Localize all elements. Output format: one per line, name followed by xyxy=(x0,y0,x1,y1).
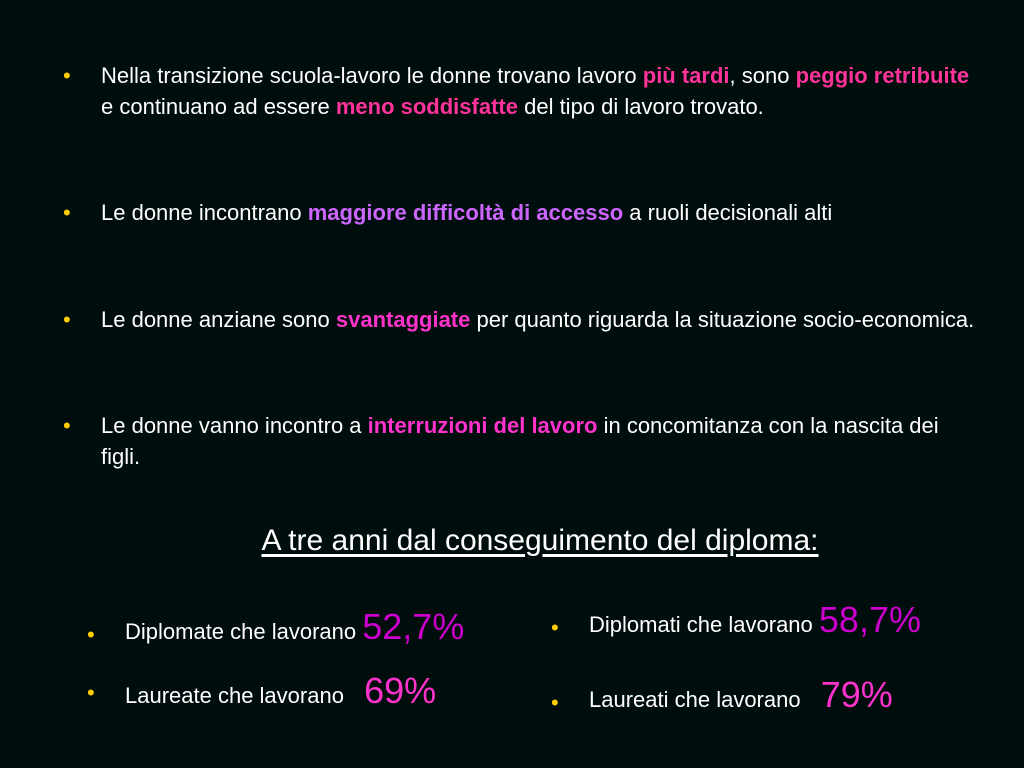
stat-laureate xyxy=(87,670,437,712)
stat-label: Diplomati che lavorano xyxy=(589,612,813,637)
bullet-text-segment: Le donne anziane sono xyxy=(101,307,336,332)
bullet-text-segment: Le donne vanno incontro a xyxy=(101,413,368,438)
section-subtitle: A tre anni dal conseguimento del diploma: xyxy=(261,524,819,557)
bullet-dot: • xyxy=(551,615,559,640)
bullet-text-segment: , sono xyxy=(729,63,796,88)
highlighted-phrase: svantaggiate xyxy=(335,307,471,332)
bullet-text-segment: Le donne incontrano xyxy=(101,200,308,225)
bullet-dot: • xyxy=(87,622,95,647)
stat-value: 69% xyxy=(364,670,437,711)
bullet-text-3 xyxy=(101,304,981,335)
bullet-dot: • xyxy=(551,690,559,715)
highlighted-phrase: meno soddisfatte xyxy=(335,94,518,119)
bullet-text-segment: in concomitanza con la nascita dei figli. xyxy=(101,413,939,469)
stat-diplomate xyxy=(87,606,465,648)
highlighted-phrase: maggiore difficoltà di accesso xyxy=(307,200,624,225)
bullet-text-2 xyxy=(101,197,981,228)
stat-value: 58,7% xyxy=(818,599,921,640)
highlighted-phrase: peggio retribuite xyxy=(795,63,970,88)
highlighted-phrase: interruzioni del lavoro xyxy=(367,413,598,438)
stat-label: Laureati che lavorano xyxy=(589,687,801,712)
stat-label: Diplomate che lavorano xyxy=(125,619,357,644)
bullet-dot: • xyxy=(63,413,71,438)
bullet-dot: • xyxy=(63,200,71,225)
bullet-dot: • xyxy=(63,307,71,332)
bullet-text-segment: Nella transizione scuola-lavoro le donne trovano lavoro xyxy=(101,63,643,88)
stat-label: Laureate che lavorano xyxy=(125,683,344,708)
bullet-text-segment: e continuano ad essere xyxy=(101,94,336,119)
stat-diplomati xyxy=(551,599,921,641)
highlighted-phrase: più tardi xyxy=(642,63,730,88)
bullet-text-segment: a ruoli decisionali alti xyxy=(623,200,833,225)
stat-laureati xyxy=(551,674,893,716)
stat-value: 52,7% xyxy=(362,606,465,647)
stat-value: 79% xyxy=(820,674,893,715)
bullet-text-segment: del tipo di lavoro trovato. xyxy=(517,94,764,119)
bullet-text-segment: per quanto riguarda la situazione socio-economica. xyxy=(470,307,975,332)
bullet-dot: • xyxy=(63,63,71,88)
bullet-text-4 xyxy=(101,410,981,472)
bullet-dot: • xyxy=(87,680,95,705)
bullet-text-1 xyxy=(101,60,981,122)
